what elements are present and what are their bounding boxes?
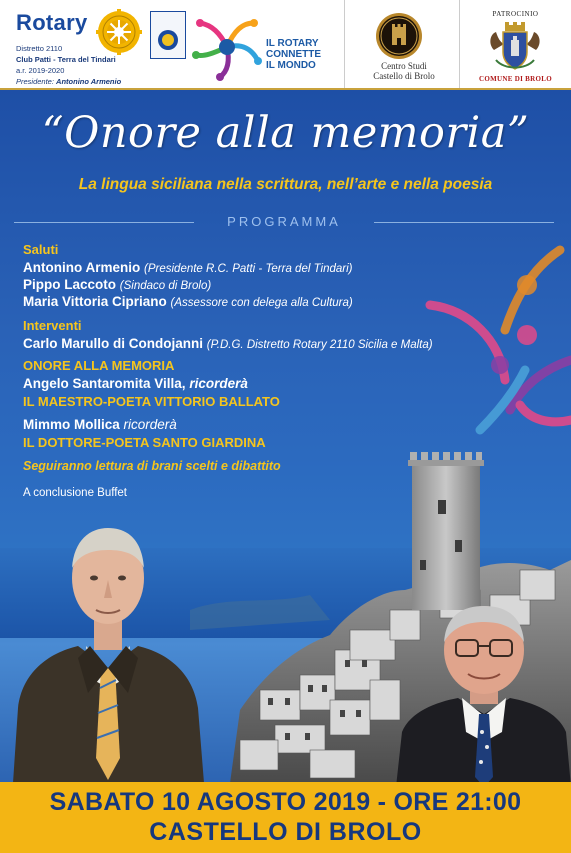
patrocinio-label: PATROCINIO [492,10,539,18]
main-content [0,90,571,783]
programma-divider [14,214,554,232]
intervento-item: Carlo Marullo di Condojanni (P.D.G. Distretto Rotary 2110 Sicilia e Malta) [23,336,433,351]
followup-note: Seguiranno lettura di brani scelti e dibattito [23,459,281,473]
speaker-2: Mimmo Mollica ricorderà [23,417,177,432]
interventi-heading: Interventi [23,318,82,333]
poster-subtitle: La lingua siciliana nella scrittura, nell’arte e nella poesia [78,176,493,193]
club-badge-icon [150,11,186,59]
brolo-crest-icon [486,22,544,74]
year-label: a.r. 2019-2020 [16,66,65,75]
club-label: Club Patti - Terra del Tindari [16,55,116,64]
district-label: Distretto 2110 [16,44,63,53]
speaker-1: Angelo Santaromita Villa, ricorderà [23,376,248,391]
onore-heading: ONORE ALLA MEMORIA [23,358,175,373]
footer-banner [0,782,571,853]
irc-logo-icon [190,11,264,83]
header-logos-bar [0,0,571,90]
subject-2: IL DOTTORE-POETA SANTO GIARDINA [23,435,266,450]
saluti-item: Antonino Armenio (Presidente R.C. Patti - Terra del Tindari) [23,260,353,275]
saluti-item: Maria Vittoria Cipriano (Assessore con delega alla Cultura) [23,294,353,309]
rotary-wordmark: Rotary [16,10,88,35]
poster-title: “Onore alla memoria” [41,108,530,158]
centro-studi-seal-icon [375,12,423,60]
irc-slogan: IL ROTARY CONNETTE IL MONDO [266,38,321,71]
event-date: SABATO 10 AGOSTO 2019 - ORE 21:00 [49,788,522,816]
saluti-item: Pippo Laccoto (Sindaco di Brolo) [23,277,212,292]
conclusion-note: A conclusione Buffet [23,487,127,499]
president-label: Presidente: Antonino Armenio [16,77,122,86]
centro-studi-label: Centro Studi Castello di Brolo [373,61,435,81]
programma-heading: PROGRAMMA [227,214,341,229]
rotary-wheel-icon [96,9,142,55]
header-divider [344,0,345,88]
comune-di-brolo-label: COMUNE DI BROLO [479,75,552,83]
speaker-photo-right [396,602,571,787]
saluti-heading: Saluti [23,242,59,257]
subject-1: IL MAESTRO-POETA VITTORIO BALLATO [23,394,280,409]
event-place: CASTELLO DI BROLO [149,818,422,846]
speaker-photo-left [8,518,208,783]
